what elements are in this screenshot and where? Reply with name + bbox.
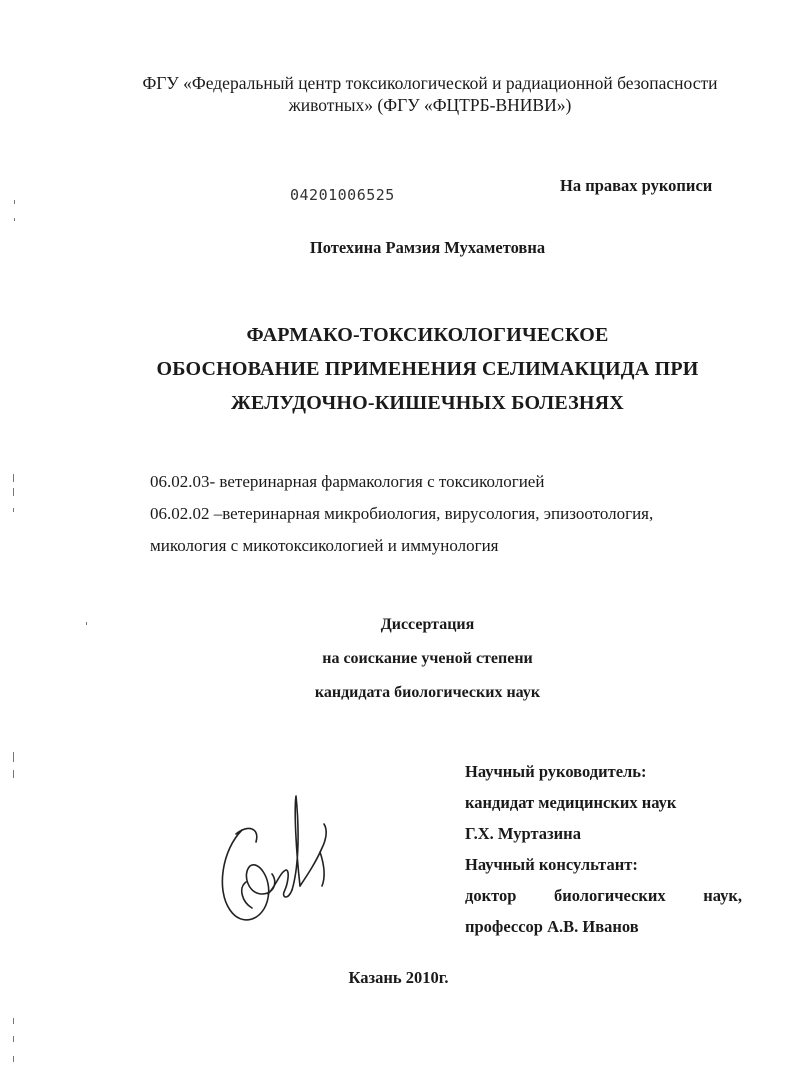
scan-mark	[14, 218, 15, 221]
scan-mark	[13, 1018, 14, 1024]
scan-mark	[13, 508, 14, 512]
degree-line-3: кандидата биологических наук	[314, 684, 541, 701]
specialty-2-line-1: 06.02.02 –ветеринарная микробиология, вирусология, эпизоотология,	[150, 504, 654, 523]
scan-mark	[14, 200, 15, 204]
scan-mark	[13, 752, 14, 762]
organization-line-1: ФГУ «Федеральный центр токсикологической и радиационной безопасности	[142, 73, 718, 93]
organization-line-2: животных» (ФГУ «ФЦТРБ-ВНИВИ»)	[288, 95, 572, 115]
degree-line-1: Диссертация	[380, 616, 475, 633]
consultant-degree: доктор биологических наук,	[465, 886, 742, 905]
author-name: Потехина Рамзия Мухаметовна	[309, 238, 546, 257]
dissertation-title	[0, 318, 795, 420]
city-year: Казань 2010г.	[348, 968, 449, 987]
dissertation-degree	[0, 608, 795, 710]
scan-mark	[13, 1036, 14, 1042]
consultant-name: профессор А.В. Иванов	[465, 917, 639, 936]
advisor-degree: кандидат медицинских наук	[465, 793, 677, 812]
title-line-1: ФАРМАКО-ТОКСИКОЛОГИЧЕСКОЕ	[246, 324, 609, 346]
scan-mark	[13, 488, 14, 496]
title-line-3: ЖЕЛУДОЧНО-КИШЕЧНЫХ БОЛЕЗНЯХ	[231, 392, 624, 414]
scan-mark	[13, 770, 14, 778]
advisor-label: Научный руководитель:	[465, 762, 647, 781]
scan-mark	[13, 474, 14, 482]
title-line-2: ОБОСНОВАНИЕ ПРИМЕНЕНИЯ СЕЛИМАКЦИДА ПРИ	[156, 358, 699, 380]
scan-mark	[13, 1056, 14, 1062]
signature-icon	[212, 790, 342, 940]
specialty-2-line-2: микология с микотоксикологией и иммунология	[150, 536, 499, 555]
advisor-name: Г.Х. Муртазина	[465, 824, 581, 843]
manuscript-rights: На правах рукописи	[560, 176, 713, 195]
degree-line-2: на соискание ученой степени	[322, 650, 533, 667]
organization-name	[60, 72, 795, 116]
consultant-label: Научный консультант:	[465, 855, 638, 874]
specialty-1: 06.02.03- ветеринарная фармакология с токсикологией	[150, 472, 545, 491]
archive-code: 04201006525	[290, 186, 395, 204]
